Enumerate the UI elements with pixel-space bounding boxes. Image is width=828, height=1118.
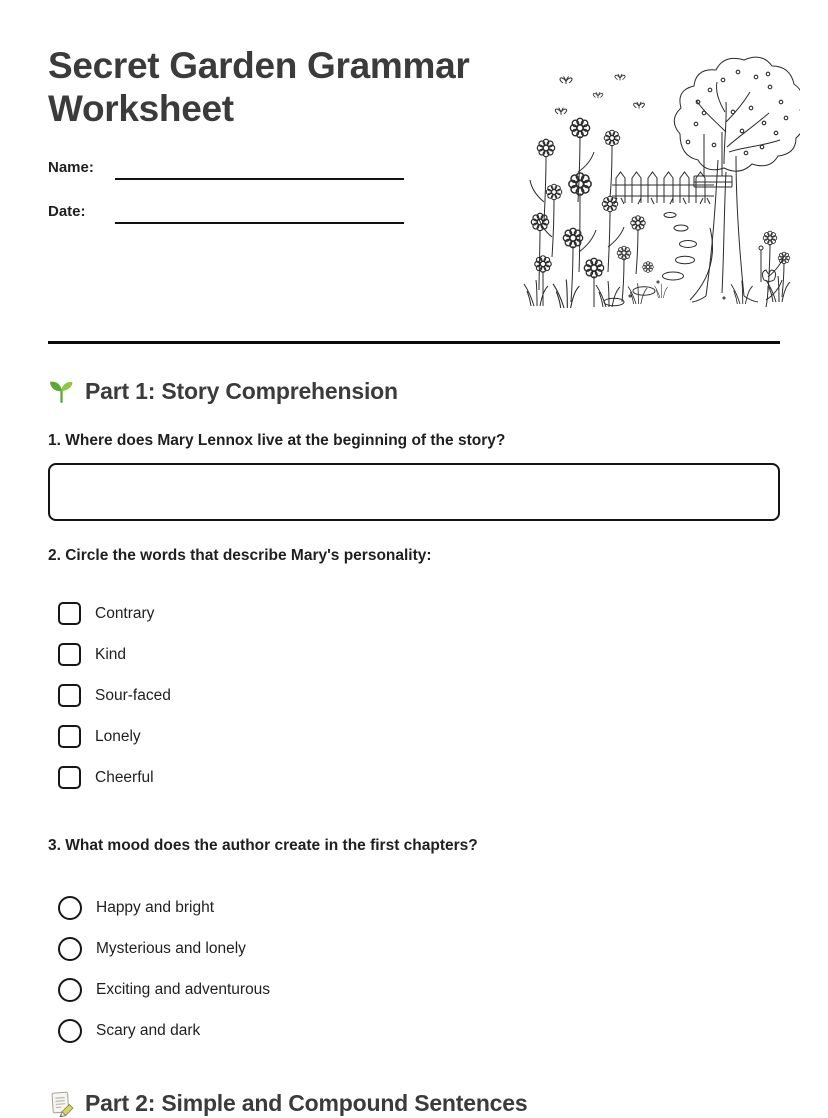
checkbox-label: Contrary	[95, 604, 155, 622]
checkbox-lonely[interactable]	[58, 725, 81, 748]
memo-pencil-icon	[48, 1090, 75, 1117]
checkbox-option-row	[58, 766, 780, 789]
checkbox-option-row	[58, 643, 780, 666]
date-input-line[interactable]	[115, 200, 404, 224]
page-title: Secret Garden Grammar Worksheet	[48, 45, 470, 129]
radio-happy-and-bright[interactable]	[58, 896, 82, 920]
checkbox-contrary[interactable]	[58, 602, 81, 625]
name-input-line[interactable]	[115, 156, 404, 180]
checkbox-kind[interactable]	[58, 643, 81, 666]
checkbox-sour-faced[interactable]	[58, 684, 81, 707]
part1-heading	[48, 376, 780, 406]
radio-label: Scary and dark	[96, 1022, 201, 1039]
question-1-answer-box[interactable]	[48, 463, 780, 521]
radio-option-row	[58, 896, 780, 920]
radio-mysterious-and-lonely[interactable]	[58, 937, 82, 961]
checkbox-label: Lonely	[95, 727, 141, 745]
radio-exciting-and-adventurous[interactable]	[58, 978, 82, 1002]
checkbox-option-row	[58, 725, 780, 748]
checkbox-label: Cheerful	[95, 768, 154, 786]
radio-scary-and-dark[interactable]	[58, 1019, 82, 1043]
name-label: Name:	[48, 159, 94, 176]
question-2: 2. Circle the words that describe Mary's personality:	[48, 547, 432, 564]
question-1: 1. Where does Mary Lennox live at the beginning of the story?	[48, 432, 506, 449]
question-3: 3. What mood does the author create in the first chapters?	[48, 837, 478, 854]
radio-label: Mysterious and lonely	[96, 940, 246, 957]
checkbox-option-row	[58, 684, 780, 707]
seedling-icon	[48, 378, 75, 405]
radio-label: Exciting and adventurous	[96, 981, 271, 998]
header-illustration-area	[518, 52, 800, 315]
checkbox-label: Kind	[95, 645, 127, 663]
checkbox-option-row	[58, 602, 780, 625]
checkbox-label: Sour-faced	[95, 686, 171, 704]
radio-label: Happy and bright	[96, 899, 215, 916]
name-field-row	[48, 156, 404, 180]
garden-illustration	[518, 52, 800, 310]
question-2-options	[58, 602, 780, 789]
radio-option-row	[58, 937, 780, 961]
section-divider	[48, 341, 780, 344]
radio-option-row	[58, 978, 780, 1002]
date-label: Date:	[48, 203, 86, 220]
checkbox-cheerful[interactable]	[58, 766, 81, 789]
part2-heading-label: Part 2: Simple and Compound Sentences	[85, 1090, 528, 1116]
radio-option-row	[58, 1019, 780, 1043]
part1-heading-label: Part 1: Story Comprehension	[85, 378, 398, 404]
worksheet-header	[48, 44, 780, 315]
part2-heading	[48, 1088, 780, 1118]
header-left	[48, 44, 518, 224]
question-3-options	[58, 896, 780, 1043]
date-field-row	[48, 200, 404, 224]
